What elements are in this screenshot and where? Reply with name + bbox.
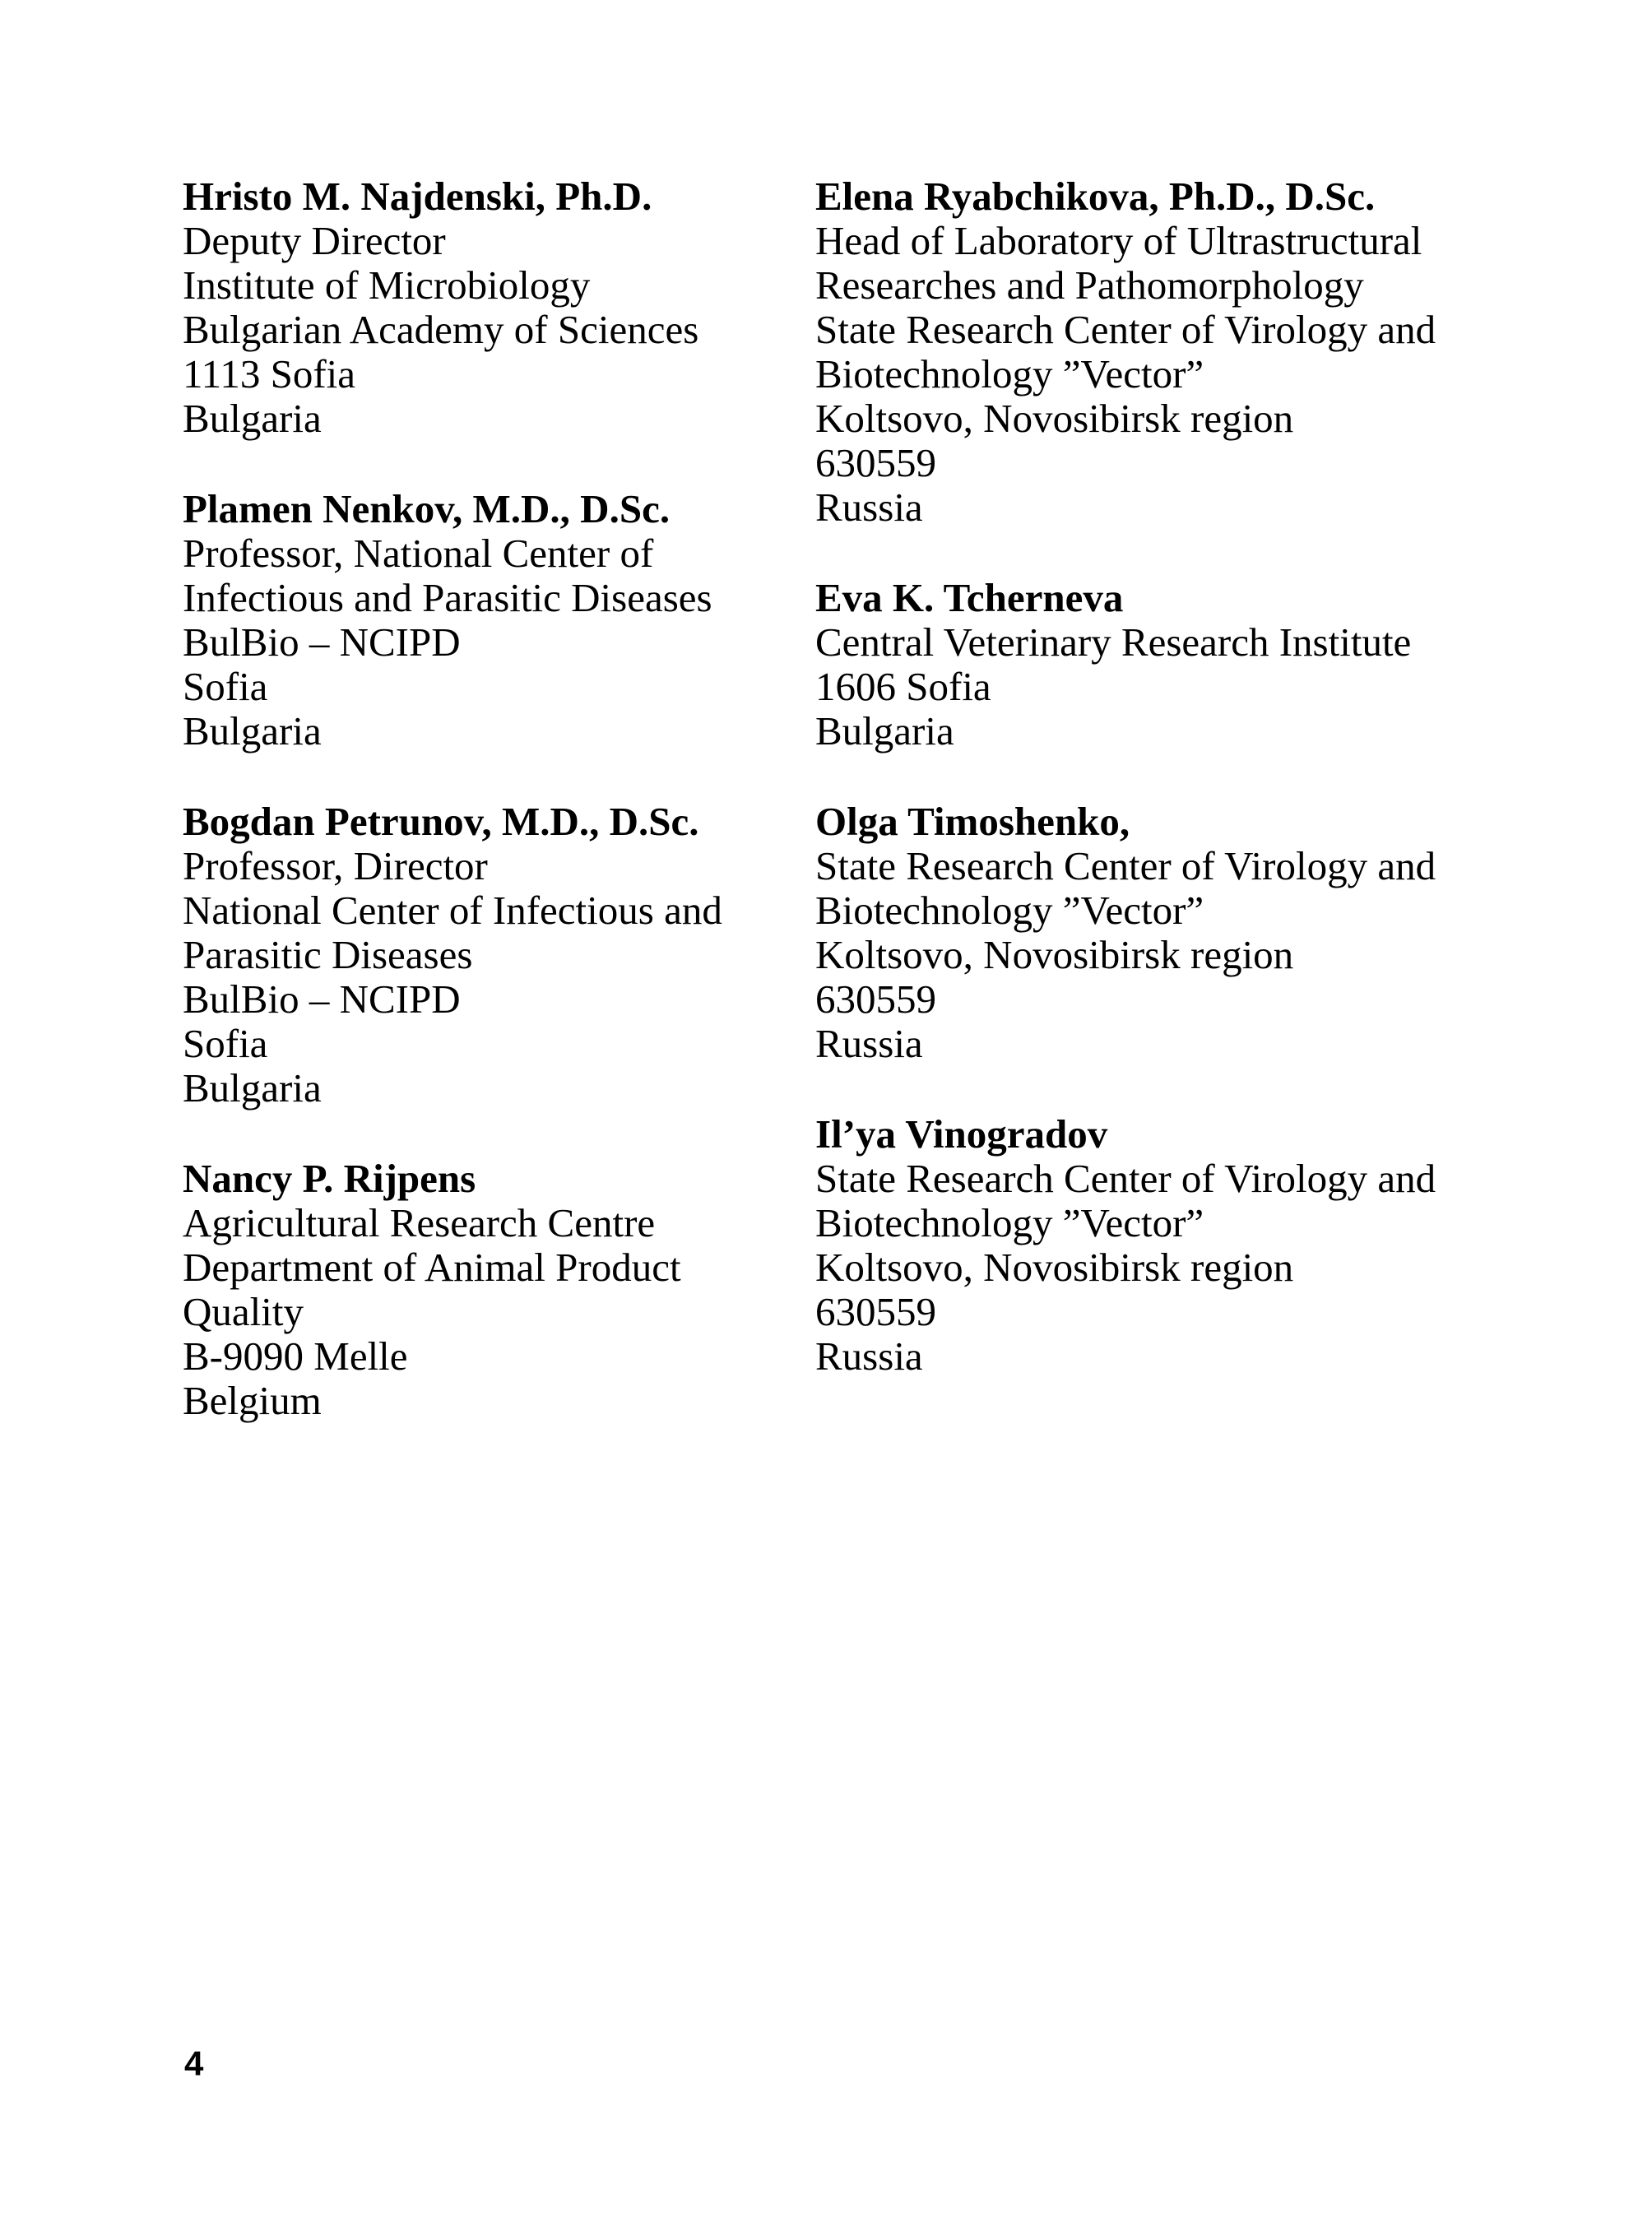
contributor-line: Bulgarian Academy of Sciences (183, 307, 699, 352)
contributor-name: Il’ya Vinogradov (815, 1111, 1108, 1157)
contributor-line: Bulgaria (183, 396, 322, 441)
contributor-line: Bulgaria (183, 708, 322, 754)
contributor-line: Bulgaria (815, 708, 954, 754)
contributor-line: National Center of Infectious and (183, 888, 722, 933)
contributor-line: Agricultural Research Centre (183, 1200, 656, 1245)
contributor-line: Deputy Director (183, 218, 446, 263)
contributor-line: Biotechnology ”Vector” (815, 1200, 1204, 1245)
contributor-line: State Research Center of Virology and (815, 843, 1436, 888)
contributor-line: Central Veterinary Research Institute (815, 619, 1412, 665)
contributor-line: Biotechnology ”Vector” (815, 888, 1204, 933)
contributor-entry (815, 800, 1473, 1066)
contributor-line: BulBio – NCIPD (183, 619, 461, 665)
contributor-line: Professor, Director (183, 843, 488, 888)
contributor-entry (183, 487, 800, 754)
contributor-line: Institute of Microbiology (183, 262, 591, 308)
contributor-name: Nancy P. Rijpens (183, 1156, 476, 1201)
contributor-line: Professor, National Center of (183, 531, 654, 576)
contributor-entry (183, 174, 800, 441)
contributor-entry (815, 1112, 1473, 1379)
contributor-line: Koltsovo, Novosibirsk region (815, 396, 1294, 441)
contributor-line: State Research Center of Virology and (815, 307, 1436, 352)
contributor-line: Russia (815, 485, 923, 530)
contributor-name: Elena Ryabchikova, Ph.D., D.Sc. (815, 174, 1376, 219)
contributor-line: Sofia (183, 1021, 268, 1066)
contributor-line: 630559 (815, 440, 936, 485)
contributor-name: Bogdan Petrunov, M.D., D.Sc. (183, 799, 699, 844)
left-column (183, 174, 800, 1469)
contributor-line: 630559 (815, 976, 936, 1022)
contributor-entry (183, 800, 800, 1111)
right-column (815, 174, 1473, 1425)
contributor-line: Quality (183, 1289, 304, 1334)
contributor-name: Olga Timoshenko, (815, 799, 1130, 844)
contributor-line: Biotechnology ”Vector” (815, 351, 1204, 396)
contributor-line: B-9090 Melle (183, 1333, 408, 1379)
contributor-line: Koltsovo, Novosibirsk region (815, 1245, 1294, 1290)
contributor-line: Head of Laboratory of Ultrastructural (815, 218, 1422, 263)
contributor-line: Russia (815, 1021, 923, 1066)
contributor-line: Belgium (183, 1378, 322, 1423)
contributor-entry (815, 576, 1473, 754)
contributor-line: Koltsovo, Novosibirsk region (815, 932, 1294, 977)
contributor-line: Sofia (183, 664, 268, 709)
contributor-line: Department of Animal Product (183, 1245, 681, 1290)
contributor-name: Plamen Nenkov, M.D., D.Sc. (183, 486, 671, 531)
contributor-line: 1606 Sofia (815, 664, 991, 709)
contributor-line: State Research Center of Virology and (815, 1156, 1436, 1201)
contributor-name: Eva K. Tcherneva (815, 575, 1124, 620)
page-number: 4 (184, 2044, 204, 2083)
contributor-line: Bulgaria (183, 1065, 322, 1111)
contributor-name: Hristo M. Najdenski, Ph.D. (183, 174, 652, 219)
contributor-line: Parasitic Diseases (183, 932, 473, 977)
contributor-line: Researches and Pathomorphology (815, 262, 1364, 308)
contributor-line: Russia (815, 1333, 923, 1379)
contributor-entry (183, 1157, 800, 1423)
contributor-line: 630559 (815, 1289, 936, 1334)
contributor-entry (815, 174, 1473, 530)
contributor-line: BulBio – NCIPD (183, 976, 461, 1022)
contributor-line: 1113 Sofia (183, 351, 356, 396)
contributor-line: Infectious and Parasitic Diseases (183, 575, 712, 620)
